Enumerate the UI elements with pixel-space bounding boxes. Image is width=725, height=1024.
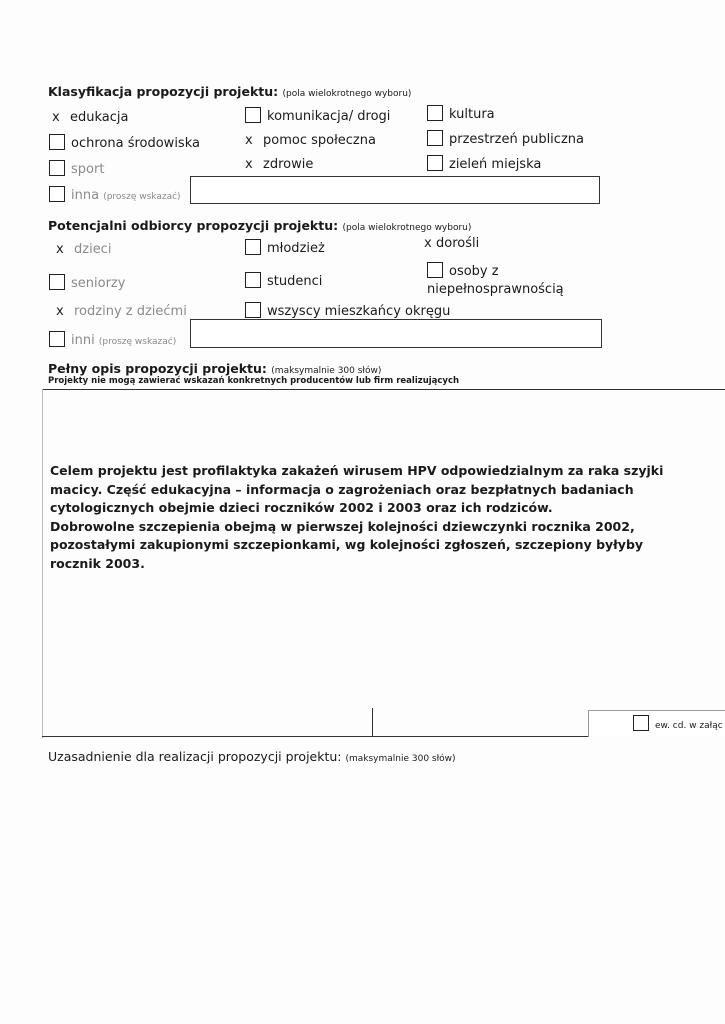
checkbox[interactable]	[245, 302, 261, 318]
checkbox[interactable]	[633, 715, 649, 731]
checkbox[interactable]	[49, 274, 65, 290]
option-wszyscy[interactable]: wszyscy mieszkańcy okręgu	[245, 302, 450, 319]
checkbox[interactable]	[245, 107, 261, 123]
x-mark: x	[56, 242, 64, 257]
option-sport[interactable]: sport	[49, 160, 104, 177]
description-divider	[372, 708, 373, 736]
x-mark: x	[52, 110, 60, 125]
checkbox[interactable]	[427, 262, 443, 278]
checkbox[interactable]	[427, 155, 443, 171]
x-mark: x	[56, 304, 64, 319]
option-seniorzy[interactable]: seniorzy	[49, 274, 125, 291]
checkbox[interactable]	[245, 272, 261, 288]
x-mark: x	[245, 133, 253, 148]
attachment-option[interactable]: ew. cd. w załąc	[633, 715, 723, 731]
description-left-border	[42, 389, 43, 738]
checkbox[interactable]	[427, 105, 443, 121]
description-subnote: Projekty nie mogą zawierać wskazań konkretnych producentów lub firm realizujących	[48, 376, 460, 386]
option-niepelnosprawnosc[interactable]: osoby z niepełnosprawnością	[427, 264, 564, 297]
checkbox[interactable]	[245, 239, 261, 255]
checkbox[interactable]	[49, 134, 65, 150]
option-ochrona-srodowiska[interactable]: ochrona środowiska	[49, 134, 200, 151]
option-przestrzen-publiczna[interactable]: przestrzeń publiczna	[427, 130, 584, 147]
checkbox[interactable]	[49, 186, 65, 202]
classification-heading: Klasyfikacja propozycji projektu: (pola wielokrotnego wyboru)	[48, 84, 412, 99]
other-classification-input[interactable]	[190, 176, 600, 204]
other-recipients-input[interactable]	[190, 319, 602, 348]
option-edukacja[interactable]: x edukacja	[52, 110, 129, 125]
description-text[interactable]: Celem projektu jest profilaktyka zakażeń wirusem HPV odpowiedzialnym za raka szyjki macicy. Część edukacyjna – informacja o zagrożeniach oraz bezpłatnych badaniach cytologicznych obejmie dzieci roczników 2002 i 2003 oraz ich rodziców. Dobrowolne szczepienia obejmą w pierwszej kolejności dziewczynki rocznika 2002, pozostałymi zakupionymi szczepionkami, wg kolejności zgłoszeń, szczepiony byłyby rocznik 2003.	[50, 463, 664, 571]
recipients-heading: Potencjalni odbiorcy propozycji projektu: (pola wielokrotnego wyboru)	[48, 218, 472, 233]
option-komunikacja[interactable]: komunikacja/ drogi	[245, 107, 390, 124]
option-inna[interactable]: inna (proszę wskazać)	[49, 186, 181, 203]
option-dzieci[interactable]: x dzieci	[56, 242, 112, 257]
checkbox[interactable]	[49, 160, 65, 176]
option-zielen-miejska[interactable]: zieleń miejska	[427, 155, 541, 172]
checkbox[interactable]	[49, 331, 65, 347]
option-studenci[interactable]: studenci	[245, 272, 322, 289]
description-top-border	[42, 389, 725, 390]
option-pomoc-spoleczna[interactable]: x pomoc społeczna	[245, 133, 376, 148]
option-mlodziez[interactable]: młodzież	[245, 239, 325, 256]
option-zdrowie[interactable]: x zdrowie	[245, 157, 314, 172]
option-kultura[interactable]: kultura	[427, 105, 495, 122]
x-mark: x	[245, 157, 253, 172]
checkbox[interactable]	[427, 130, 443, 146]
option-rodziny[interactable]: x rodziny z dziećmi	[56, 304, 187, 319]
option-inni[interactable]: inni (proszę wskazać)	[49, 331, 176, 348]
justification-heading: Uzasadnienie dla realizacji propozycji projektu: (maksymalnie 300 słów)	[48, 749, 456, 764]
option-dorosli[interactable]: x dorośli	[424, 236, 480, 251]
x-mark: x	[424, 236, 432, 251]
description-heading: Pełny opis propozycji projektu: (maksymalnie 300 słów)	[48, 361, 382, 376]
